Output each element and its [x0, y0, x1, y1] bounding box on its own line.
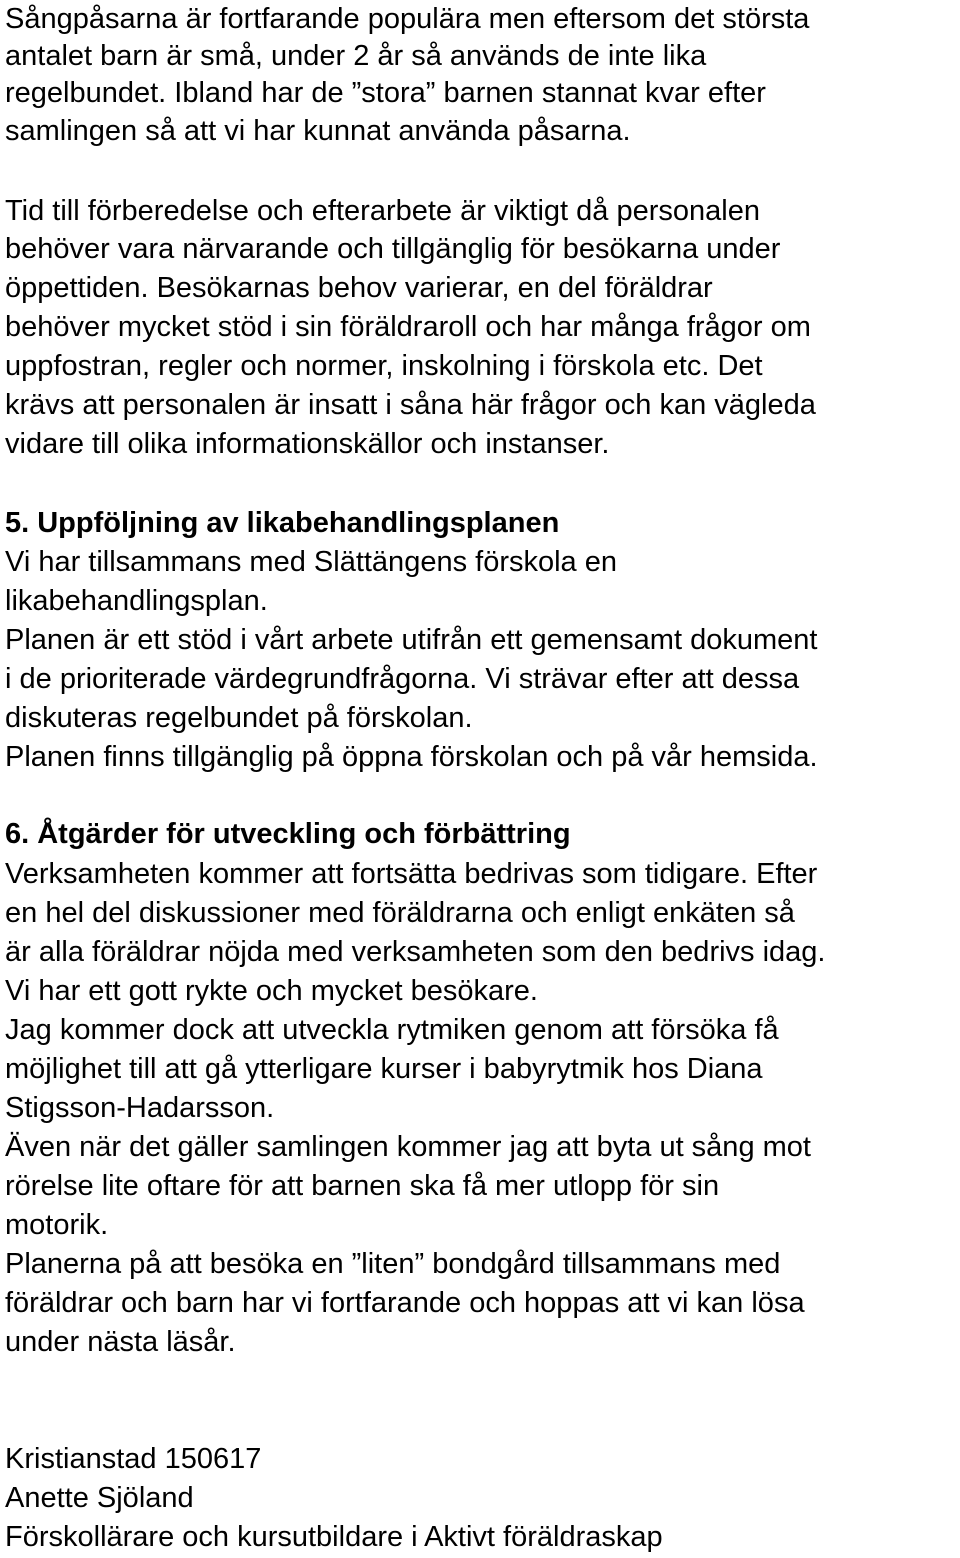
- text-line: diskuteras regelbundet på förskolan.: [5, 702, 473, 734]
- section-heading: 5. Uppföljning av likabehandlingsplanen: [5, 507, 560, 539]
- text-line: samlingen så att vi har kunnat använda påsarna.: [5, 115, 631, 147]
- text-line: i de prioriterade värdegrundfrågorna. Vi strävar efter att dessa: [5, 663, 800, 695]
- text-line: behöver vara närvarande och tillgänglig för besökarna under: [5, 233, 781, 265]
- text-line: Planerna på att besöka en ”liten” bondgård tillsammans med: [5, 1248, 781, 1280]
- place-date: Kristianstad 150617: [5, 1443, 262, 1475]
- text-line: föräldrar och barn har vi fortfarande och hoppas att vi kan lösa: [5, 1287, 805, 1319]
- text-line: Jag kommer dock att utveckla rytmiken genom att försöka få: [5, 1014, 779, 1046]
- text-line: Vi har tillsammans med Slättängens förskola en: [5, 546, 617, 578]
- text-line: Vi har ett gott rykte och mycket besökare.: [5, 975, 538, 1007]
- text-line: Stigsson-Hadarsson.: [5, 1092, 275, 1124]
- text-line: Sångpåsarna är fortfarande populära men eftersom det största: [5, 3, 810, 35]
- text-line: behöver mycket stöd i sin föräldraroll och har många frågor om: [5, 311, 811, 343]
- text-line: Planen finns tillgänglig på öppna förskolan och på vår hemsida.: [5, 741, 818, 773]
- text-line: möjlighet till att gå ytterligare kurser i babyrytmik hos Diana: [5, 1053, 763, 1085]
- section-heading: 6. Åtgärder för utveckling och förbättring: [5, 818, 571, 850]
- text-line: Verksamheten kommer att fortsätta bedrivas som tidigare. Efter: [5, 858, 818, 890]
- text-line: motorik.: [5, 1209, 109, 1241]
- text-line: vidare till olika informationskällor och instanser.: [5, 428, 610, 460]
- text-line: antalet barn är små, under 2 år så används de inte lika: [5, 40, 707, 72]
- author-title: Förskollärare och kursutbildare i Aktivt föräldraskap: [5, 1521, 663, 1553]
- author-name: Anette Sjöland: [5, 1482, 194, 1514]
- text-line: Tid till förberedelse och efterarbete är viktigt då personalen: [5, 195, 760, 227]
- text-line: en hel del diskussioner med föräldrarna och enligt enkäten så: [5, 897, 795, 929]
- text-line: under nästa läsår.: [5, 1326, 236, 1358]
- text-line: rörelse lite oftare för att barnen ska få mer utlopp för sin: [5, 1170, 720, 1202]
- text-line: likabehandlingsplan.: [5, 585, 268, 617]
- text-line: Även när det gäller samlingen kommer jag att byta ut sång mot: [5, 1131, 811, 1163]
- text-line: öppettiden. Besökarnas behov varierar, en del föräldrar: [5, 272, 713, 304]
- text-line: är alla föräldrar nöjda med verksamheten som den bedrivs idag.: [5, 936, 826, 968]
- text-line: uppfostran, regler och normer, inskolning i förskola etc. Det: [5, 350, 763, 382]
- text-line: regelbundet. Ibland har de ”stora” barnen stannat kvar efter: [5, 77, 766, 109]
- text-line: krävs att personalen är insatt i såna här frågor och kan vägleda: [5, 389, 816, 421]
- text-line: Planen är ett stöd i vårt arbete utifrån ett gemensamt dokument: [5, 624, 818, 656]
